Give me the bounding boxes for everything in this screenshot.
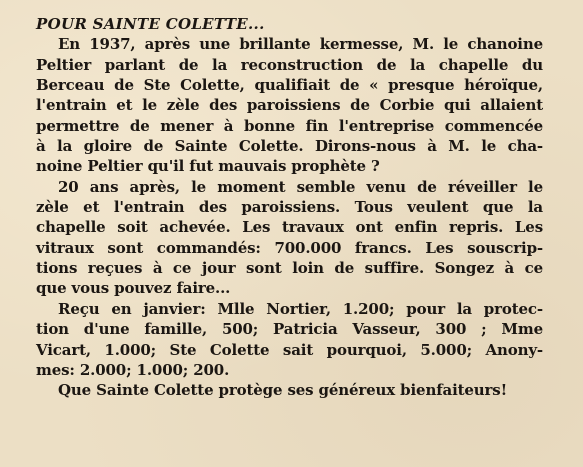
article-title: POUR SAINTE COLETTE... [36,15,265,33]
text-line: que vous pouvez faire... [36,279,231,298]
article [36,14,543,401]
text-line: permettre de mener à bonne fin l'entreprise commencée [36,116,543,135]
text-line: Que Sainte Colette protège ses généreux bienfaiteurs! [58,381,508,400]
text-line: Vicart, 1.000; Ste Colette sait pourquoi, 5.000; Anony- [36,340,543,359]
paragraph-donations [36,299,543,380]
paragraph-appeal [36,177,543,299]
text-line: Reçu en janvier: Mlle Nortier, 1.200; pour la protec- [58,299,543,318]
text-line: chapelle soit achevée. Les travaux ont enfin repris. Les [36,218,543,237]
text-line: noine Peltier qu'il fut mauvais prophète ? [36,157,380,176]
text-line: tions reçues à ce jour sont loin de suffire. Songez à ce [36,259,543,278]
text-line: En 1937, après une brillante kermesse, M. le chanoine [58,35,543,54]
text-line: mes: 2.000; 1.000; 200. [36,360,230,379]
text-line: 20 ans après, le moment semble venu de réveiller le [58,177,543,196]
text-line: l'entrain et le zèle des paroissiens de Corbie qui allaient [36,96,543,115]
paragraph-history [36,34,543,176]
text-line: zèle et l'entrain des paroissiens. Tous veulent que la [36,198,543,217]
text-line: Berceau de Ste Colette, qualifiait de « presque héroïque, [36,76,543,95]
paragraph-closing [36,380,543,400]
text-line: à la gloire de Sainte Colette. Dirons-nous à M. le cha- [36,137,543,156]
text-line: Peltier parlant de la reconstruction de la chapelle du [36,55,543,74]
text-line: vitraux sont commandés: 700.000 francs. Les souscrip- [36,238,543,257]
text-line: tion d'une famille, 500; Patricia Vasseur, 300 ; Mme [36,320,543,339]
